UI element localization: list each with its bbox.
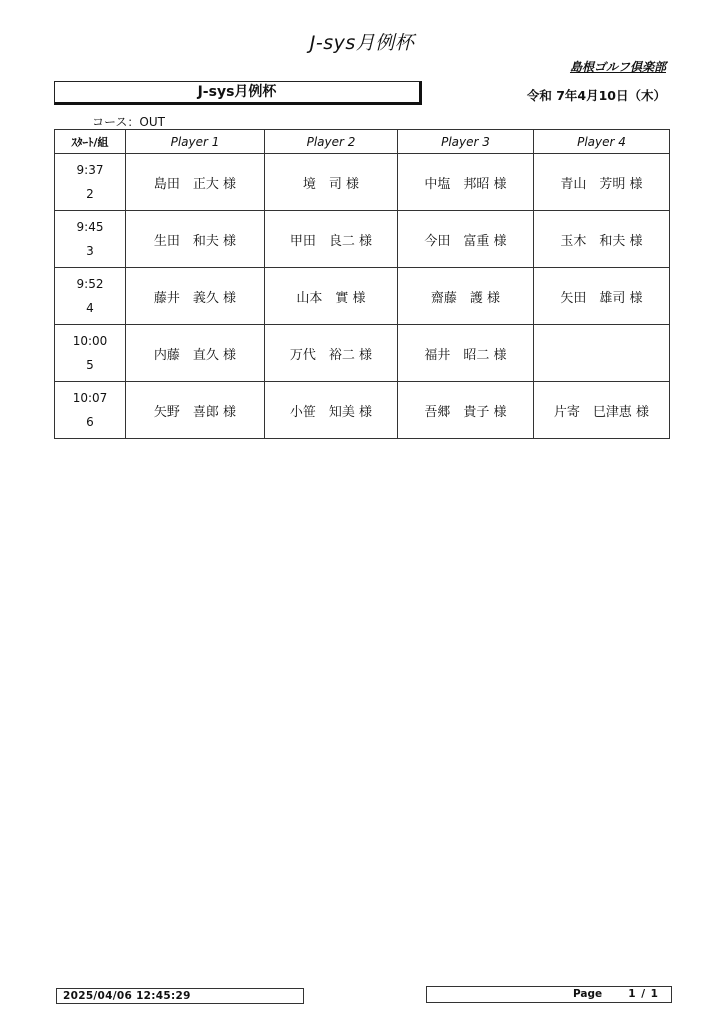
player-cell: 玉木 和夫 様 (534, 211, 670, 268)
player-cell: 青山 芳明 様 (534, 154, 670, 211)
group-number: 3 (86, 244, 94, 258)
start-group-cell (55, 382, 126, 439)
player-cell: 甲田 良二 様 (265, 211, 398, 268)
page-number: 1 / 1 (628, 988, 659, 1000)
group-number: 4 (86, 301, 94, 315)
player-cell: 藤井 義久 様 (126, 268, 265, 325)
player-cell: 境 司 様 (265, 154, 398, 211)
player-cell: 生田 和夫 様 (126, 211, 265, 268)
player-cell: 小笹 知美 様 (265, 382, 398, 439)
club-name: 島根ゴルフ倶楽部 (569, 60, 666, 74)
player-cell: 矢野 喜郎 様 (126, 382, 265, 439)
player-cell: 福井 昭二 様 (398, 325, 534, 382)
column-header-player-3: Player 3 (398, 130, 534, 154)
start-group-cell (55, 325, 126, 382)
group-number: 6 (86, 415, 94, 429)
player-cell: 中塩 邦昭 様 (398, 154, 534, 211)
column-header-player-1: Player 1 (126, 130, 265, 154)
player-cell (534, 325, 670, 382)
course-label: コース：OUT (92, 115, 165, 129)
event-name-box: J-sys月例杯 (54, 81, 422, 105)
player-cell: 片寄 巳津恵 様 (534, 382, 670, 439)
start-group-cell (55, 268, 126, 325)
start-group-cell (55, 211, 126, 268)
table-row (55, 211, 670, 268)
column-header-start-group: ｽﾀｰﾄ/組 (55, 130, 126, 154)
column-header-player-4: Player 4 (534, 130, 670, 154)
table-row (55, 325, 670, 382)
table-header-row (55, 130, 670, 154)
player-cell: 今田 富重 様 (398, 211, 534, 268)
player-cell: 万代 裕二 様 (265, 325, 398, 382)
page-indicator (426, 986, 672, 1003)
group-number: 2 (86, 187, 94, 201)
player-cell: 齋藤 護 様 (398, 268, 534, 325)
player-cell: 内藤 直久 様 (126, 325, 265, 382)
start-time: 10:07 (72, 391, 108, 405)
table-row (55, 268, 670, 325)
page-label: Page (573, 988, 603, 1000)
player-cell: 矢田 雄司 様 (534, 268, 670, 325)
player-cell: 山本 實 様 (265, 268, 398, 325)
print-timestamp: 2025/04/06 12:45:29 (56, 988, 304, 1004)
page-title: J-sys月例杯 (309, 32, 415, 54)
column-header-player-2: Player 2 (265, 130, 398, 154)
table-row (55, 382, 670, 439)
table-row (55, 154, 670, 211)
start-time: 10:00 (72, 334, 108, 348)
player-cell: 吾郷 貴子 様 (398, 382, 534, 439)
start-time: 9:37 (76, 163, 104, 177)
player-cell: 島田 正大 様 (126, 154, 265, 211)
start-group-cell (55, 154, 126, 211)
start-time: 9:52 (76, 277, 104, 291)
start-time: 9:45 (76, 220, 104, 234)
group-number: 5 (86, 358, 94, 372)
pairing-table (54, 129, 670, 439)
event-date: 令和 7年4月10日（木） (526, 88, 666, 103)
